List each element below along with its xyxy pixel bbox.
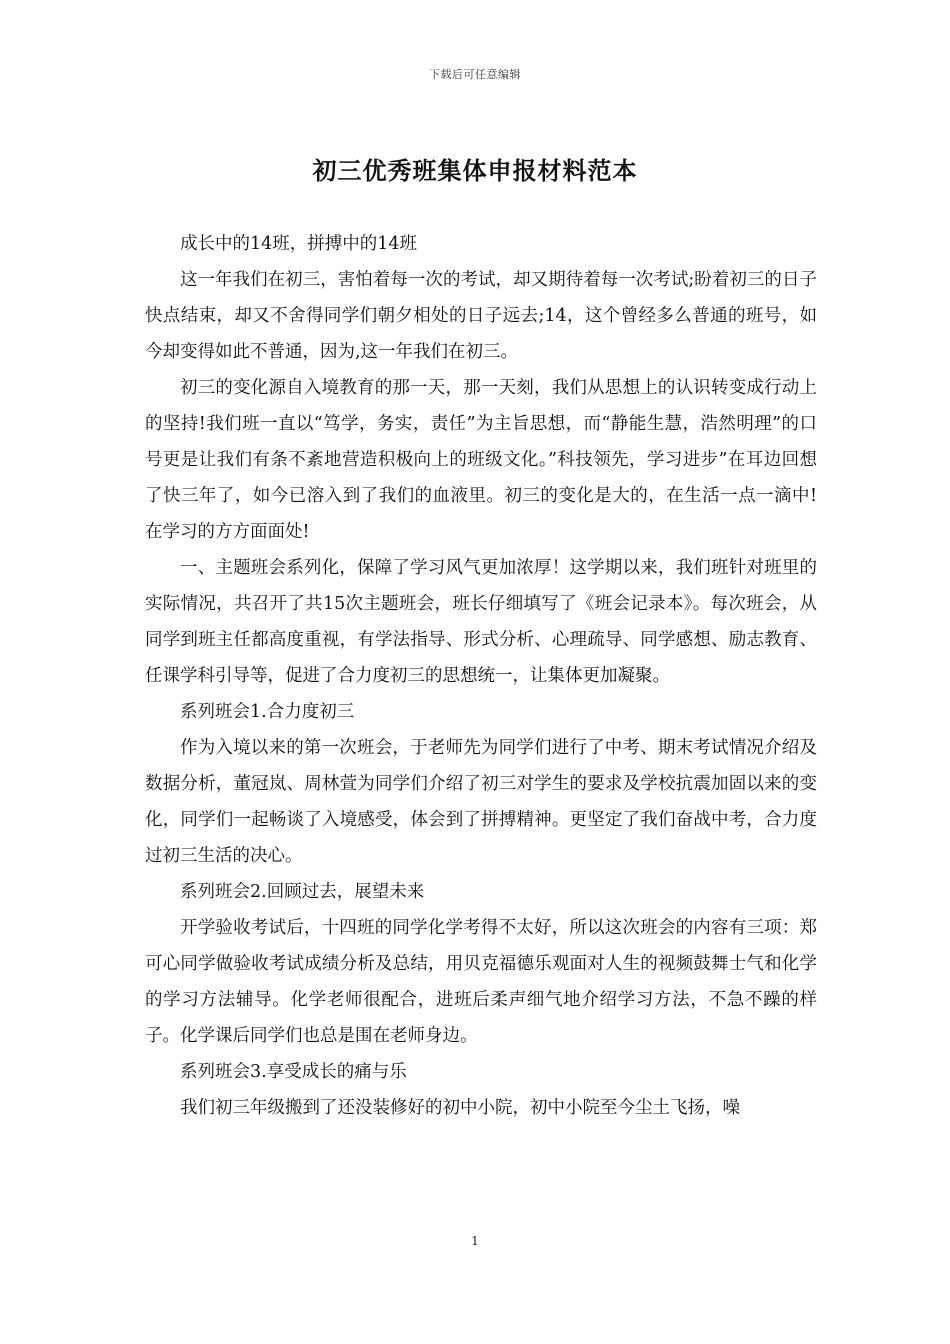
- page-header: 下载后可任意编辑: [429, 68, 521, 81]
- document-title: 初三优秀班集体申报材料范本: [312, 156, 638, 185]
- document-body: [145, 226, 817, 1126]
- paragraph-meeting-1-heading: 系列班会1.合力度初三: [180, 702, 355, 722]
- paragraph-meeting-1-body: 作为入境以来的第一次班会，于老师先为同学们进行了中考、期末考试情况介绍及数据分析，董冠岚、周林萱为同学们介绍了初三对学生的要求及学校抗震加固以来的变化，同学们一起畅谈了入境感受，体会到了拼搏精神。更坚定了我们奋战中考，合力度过初三生活的决心。: [145, 738, 817, 866]
- paragraph-meeting-2-body: 开学验收考试后，十四班的同学化学考得不太好，所以这次班会的内容有三项：郑可心同学做验收考试成绩分析及总结，用贝克福德乐观面对人生的视频鼓舞士气和化学的学习方法辅导。化学老师很配合，进班后柔声细气地介绍学习方法，不急不躁的样子。化学课后同学们也总是围在老师身边。: [145, 918, 817, 1046]
- paragraph-intro: 这一年我们在初三，害怕着每一次的考试，却又期待着每一次考试;盼着初三的日子快点结束，却又不舍得同学们朝夕相处的日子远去;14，这个曾经多么普通的班号，如今却变得如此不普通，因为,这一年我们在初三。: [145, 270, 817, 362]
- page-number: 1: [471, 1234, 479, 1248]
- paragraph-meeting-2-heading: 系列班会2.回顾过去，展望未来: [180, 882, 425, 902]
- paragraph-changes: 初三的变化源自入境教育的那一天，那一天刻，我们从思想上的认识转变成行动上的坚持!我们班一直以“笃学，务实，责任”为主旨思想，而“静能生慧，浩然明理”的口号更是让我们有条不紊地营造积极向上的班级文化。”科技领先，学习进步”在耳边回想了快三年了，如今已溶入到了我们的血液里。初三的变化是大的，在生活一点一滴中!在学习的方方面面处!: [145, 378, 817, 542]
- paragraph-meeting-3-body: 我们初三年级搬到了还没装修好的初中小院，初中小院至今尘土飞扬，噪: [180, 1098, 740, 1118]
- paragraph-section-one: 一、主题班会系列化，保障了学习风气更加浓厚！这学期以来，我们班针对班里的实际情况，共召开了共15次主题班会，班长仔细填写了《班会记录本》。每次班会，从同学到班主任都高度重视，有学法指导、形式分析、心理疏导、同学感想、励志教育、任课学科引导等，促进了合力度初三的思想统一，让集体更加凝聚。: [145, 558, 817, 686]
- paragraph-subtitle: 成长中的14班，拼搏中的14班: [180, 234, 418, 254]
- paragraph-meeting-3-heading: 系列班会3.享受成长的痛与乐: [180, 1062, 407, 1082]
